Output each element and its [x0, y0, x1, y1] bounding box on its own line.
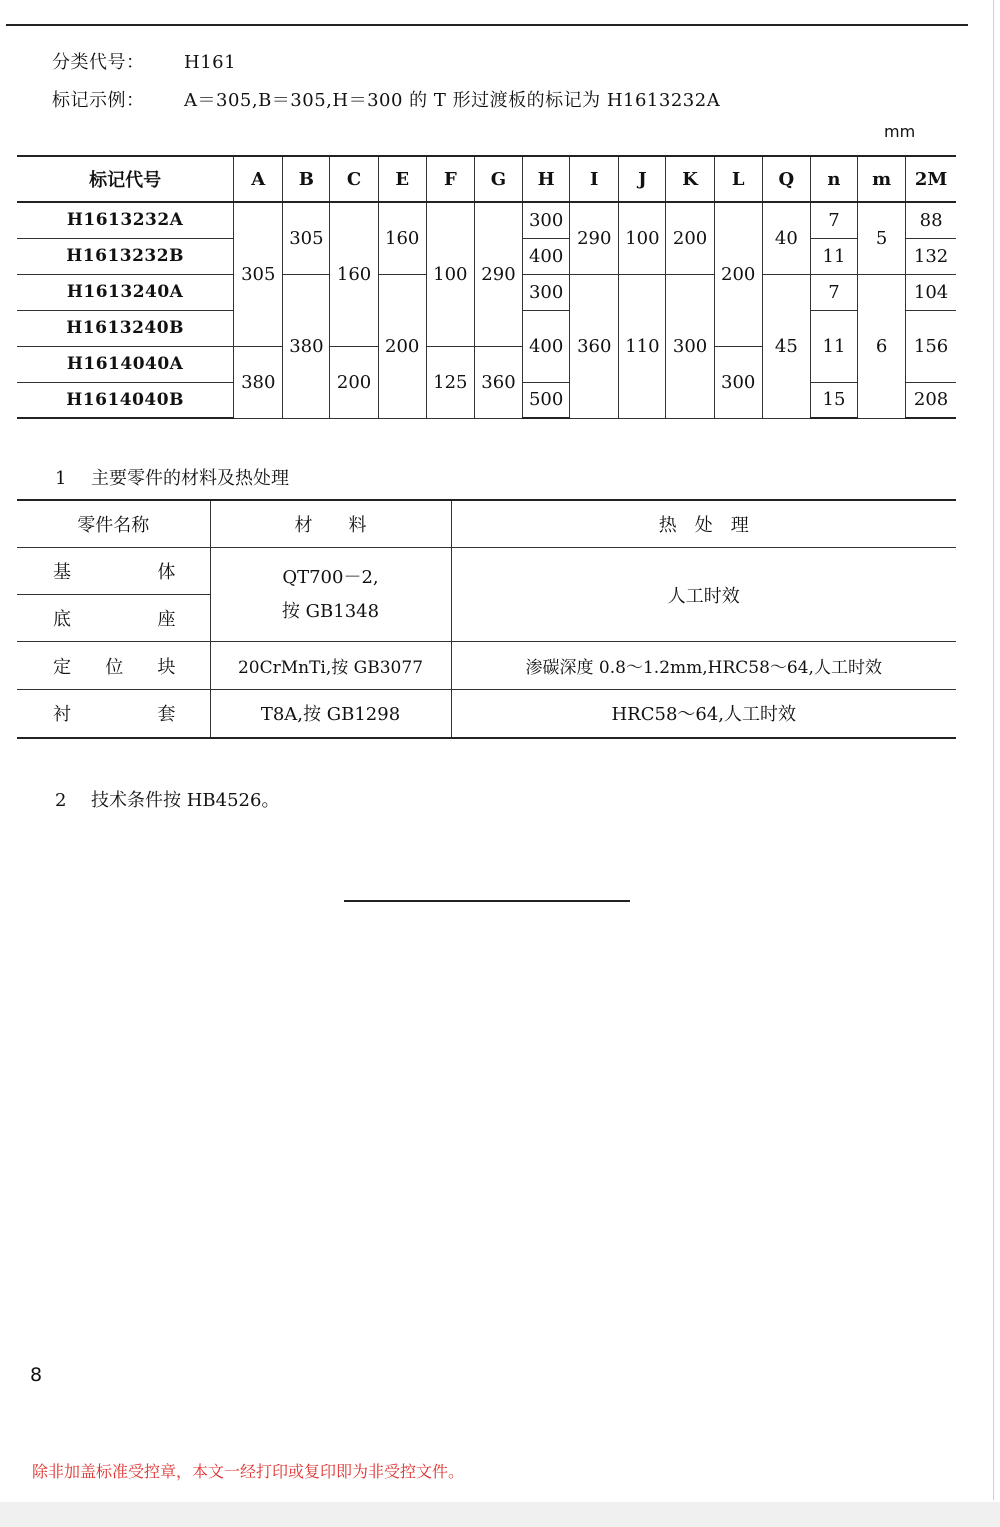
g-cell: 290	[474, 202, 522, 346]
materials-table	[17, 499, 956, 739]
header-material: 材 料	[210, 500, 451, 548]
n-cell: 7	[810, 202, 857, 238]
header-i: I	[570, 156, 619, 202]
header-heat-treatment: 热 处 理	[451, 500, 956, 548]
f-cell: 125	[426, 346, 474, 418]
h-cell: 500	[523, 382, 570, 418]
2m-cell: 208	[906, 382, 956, 418]
dimension-header-row	[17, 156, 956, 202]
h-cell: 300	[523, 274, 570, 310]
heat-treatment-cell: HRC58～64,人工时效	[451, 690, 956, 738]
c-cell: 200	[330, 346, 378, 418]
header-code: 标记代号	[17, 156, 234, 202]
header-n: n	[810, 156, 857, 202]
part-name-cell: 底座	[17, 595, 210, 642]
page-number: 8	[30, 1364, 43, 1386]
header-h: H	[523, 156, 570, 202]
header-q: Q	[762, 156, 810, 202]
k-cell: 200	[666, 202, 714, 274]
q-cell: 45	[762, 274, 810, 418]
header-e: E	[378, 156, 426, 202]
heat-treatment-cell: 渗碳深度 0.8～1.2mm,HRC58～64,人工时效	[451, 642, 956, 690]
example-label: 标记示例：	[52, 90, 145, 111]
code-cell: H1613240B	[17, 310, 234, 346]
j-cell: 110	[619, 274, 666, 418]
header-part-name: 零件名称	[17, 500, 210, 548]
m-cell: 6	[858, 274, 906, 418]
header-a: A	[234, 156, 283, 202]
2m-cell: 132	[906, 238, 956, 274]
classification-label: 分类代号：	[52, 52, 145, 73]
header-m: m	[858, 156, 906, 202]
top-rule	[6, 24, 968, 26]
h-cell: 400	[523, 310, 570, 382]
section-1-heading	[55, 464, 289, 490]
i-cell: 360	[570, 274, 619, 418]
header-2m: 2M	[906, 156, 956, 202]
code-cell: H1614040A	[17, 346, 234, 382]
unit-label: mm	[884, 122, 916, 141]
table-row	[17, 202, 956, 238]
2m-cell: 88	[906, 202, 956, 238]
e-cell: 200	[378, 274, 426, 418]
section-2-text	[55, 786, 279, 812]
k-cell: 300	[666, 274, 714, 418]
section-2-body: 技术条件按 HB4526。	[91, 790, 280, 811]
n-cell: 15	[810, 382, 857, 418]
code-cell: H1613232A	[17, 202, 234, 238]
f-cell: 100	[426, 202, 474, 346]
heat-treatment-cell: 人工时效	[451, 548, 956, 642]
table-row	[17, 642, 956, 690]
header-j: J	[619, 156, 666, 202]
material-cell	[210, 548, 451, 642]
e-cell: 160	[378, 202, 426, 274]
a-cell: 305	[234, 202, 283, 346]
section-1-title: 主要零件的材料及热处理	[91, 468, 289, 489]
classification-line	[52, 48, 236, 74]
material-cell: 20CrMnTi,按 GB3077	[210, 642, 451, 690]
q-cell: 40	[762, 202, 810, 274]
code-cell: H1614040B	[17, 382, 234, 418]
section-1-number: 1	[55, 468, 67, 489]
header-g: G	[474, 156, 522, 202]
header-c: C	[330, 156, 378, 202]
h-cell: 400	[523, 238, 570, 274]
n-cell: 11	[810, 310, 857, 382]
end-rule	[344, 900, 630, 902]
header-l: L	[714, 156, 762, 202]
example-line	[52, 86, 720, 112]
l-cell: 200	[714, 202, 762, 346]
table-row	[17, 548, 956, 595]
g-cell: 360	[474, 346, 522, 418]
part-name-cell: 定位块	[17, 642, 210, 690]
j-cell: 100	[619, 202, 666, 274]
part-name-cell: 基体	[17, 548, 210, 595]
c-cell: 160	[330, 202, 378, 346]
n-cell: 7	[810, 274, 857, 310]
bottom-band	[0, 1502, 1000, 1527]
table-row	[17, 690, 956, 738]
b-cell: 305	[283, 202, 330, 274]
header-b: B	[283, 156, 330, 202]
l-cell: 300	[714, 346, 762, 418]
2m-cell: 156	[906, 310, 956, 382]
header-k: K	[666, 156, 714, 202]
i-cell: 290	[570, 202, 619, 274]
classification-value: H161	[184, 52, 237, 73]
material-cell: T8A,按 GB1298	[210, 690, 451, 738]
materials-header-row	[17, 500, 956, 548]
uncontrolled-copy-notice: 除非加盖标准受控章，本文一经打印或复印即为非受控文件。	[32, 1462, 465, 1481]
m-cell: 5	[858, 202, 906, 274]
2m-cell: 104	[906, 274, 956, 310]
material-line: 按 GB1348	[281, 600, 380, 622]
code-cell: H1613240A	[17, 274, 234, 310]
example-value: A＝305,B＝305,H＝300 的 T 形过渡板的标记为 H1613232A	[184, 90, 721, 111]
n-cell: 11	[810, 238, 857, 274]
material-line: QT700－2,	[282, 566, 379, 588]
a-cell: 380	[234, 346, 283, 418]
section-2-number: 2	[55, 790, 67, 811]
page-edge	[993, 0, 994, 1500]
part-name-cell: 衬套	[17, 690, 210, 738]
header-f: F	[426, 156, 474, 202]
dimension-table	[17, 155, 956, 419]
b-cell: 380	[283, 274, 330, 418]
h-cell: 300	[523, 202, 570, 238]
code-cell: H1613232B	[17, 238, 234, 274]
